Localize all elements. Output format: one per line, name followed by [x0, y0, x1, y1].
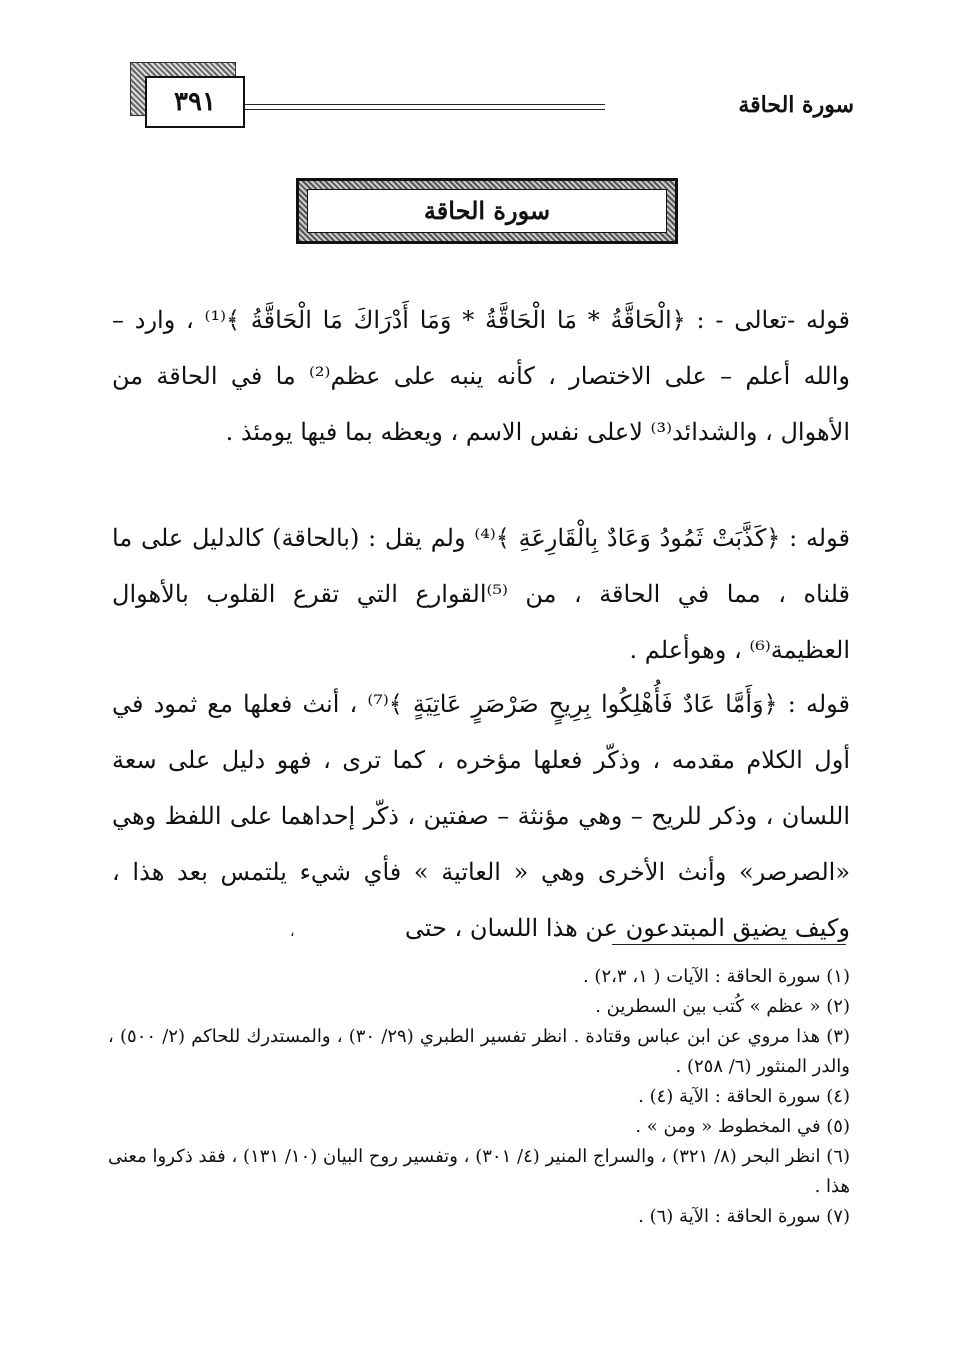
surah-title-box: [296, 178, 678, 244]
paragraph-2: قوله : ﴿كَذَّبَتْ ثَمُودُ وَعَادٌ بِالْقَارِعَةِ ﴾⁽⁴⁾ ولم يقل : (بالحاقة) كالدليل على ما قلناه ، مما في الحاقة ، من ⁽⁵⁾القوارع التي تقرع القلوب بالأهوال العظيمة⁽⁶⁾ ، وهوأعلم .: [112, 524, 851, 664]
surah-title: سورة الحاقة: [307, 189, 667, 233]
footnote-7: (٧) سورة الحاقة : الآية (٦) .: [638, 1206, 850, 1227]
stray-mark: ،: [290, 924, 295, 940]
footnotes: [108, 962, 850, 1232]
footnote-rule: [612, 944, 846, 945]
footnote-1: (١) سورة الحاقة : الآيات ( ١، ٢،٣) .: [582, 966, 850, 987]
paragraph-1: قوله -تعالى - : ﴿الْحَاقَّةُ * مَا الْحَاقَّةُ * وَمَا أَدْرَاكَ مَا الْحَاقَّةُ ﴾⁽¹⁾ ، وارد – والله أعلم – على الاختصار ، كأنه ينبه على عظم⁽²⁾ ما في الحاقة من الأهوال ، والشدائد⁽³⁾ لاعلى نفس الاسم ، ويعظه بما فيها يومئذ .: [112, 306, 850, 446]
paragraph-3: قوله : ﴿وَأَمَّا عَادٌ فَأُهْلِكُوا بِرِيحٍ صَرْصَرٍ عَاتِيَةٍ ﴾⁽⁷⁾ ، أنث فعلها مع ثمود في أول الكلام مقدمه ، وذكّر فعلها مؤخره ، كما ترى ، فهو دليل على سعة اللسان ، وذكر للريح – وهي مؤنثة – صفتين ، ذكّر إحداهما على اللفظ وهي «الصرصر» وأنث الأخرى وهي « العاتية » فأي شيء يلتمس بعد هذا ، وكيف يضيق المبتدعون عن هذا اللسان ، حتى: [112, 690, 850, 942]
running-header-title: سورة الحاقة: [738, 92, 854, 118]
page-number: ٣٩١: [145, 76, 245, 128]
footnote-6: (٦) انظر البحر (٨/ ٣٢١) ، والسراج المنير (٤/ ٣٠١) ، وتفسير روح البيان (١٠/ ١٣١) ، فقد ذكروا معنى هذا .: [108, 1146, 850, 1197]
footnote-3: (٣) هذا مروي عن ابن عباس وقتادة . انظر تفسير الطبري (٢٩/ ٣٠) ، والمستدرك للحاكم (٢/ ٥٠٠) ، والدر المنثور (٦/ ٢٥٨) .: [108, 1026, 850, 1077]
footnote-4: (٤) سورة الحاقة : الآية (٤) .: [638, 1086, 850, 1107]
header-rule: [245, 104, 605, 110]
footnote-2: (٢) « عظم » كُتب بين السطرين .: [595, 996, 850, 1017]
footnote-5: (٥) في المخطوط « ومن » .: [635, 1116, 850, 1137]
